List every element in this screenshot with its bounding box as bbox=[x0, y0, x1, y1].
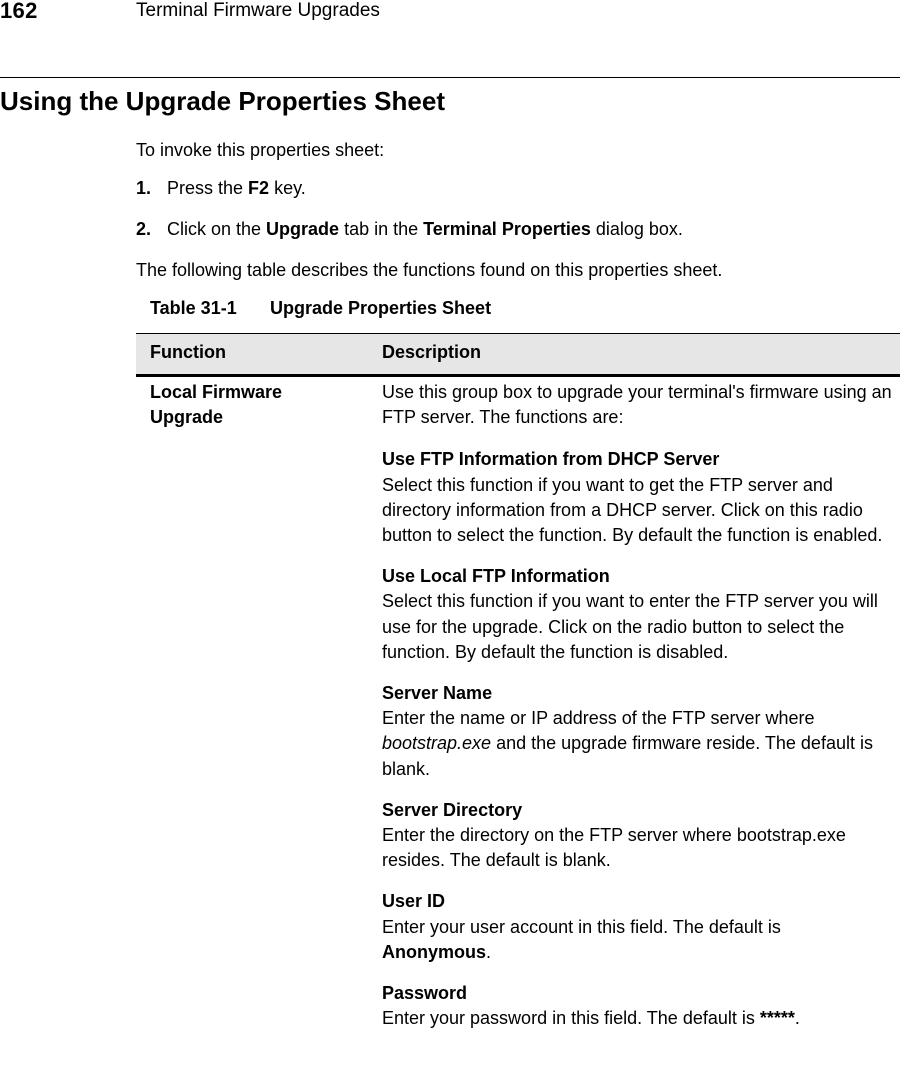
intro-text: To invoke this properties sheet: bbox=[136, 140, 385, 160]
running-title: Terminal Firmware Upgrades bbox=[136, 0, 380, 21]
header-rule bbox=[0, 77, 900, 78]
default-value: ***** bbox=[759, 1008, 795, 1029]
item-text: Enter the directory on the FTP server where bootstrap.exe resides. The default is blank. bbox=[382, 825, 846, 871]
dialog-name: Terminal Properties bbox=[423, 219, 591, 239]
description-item bbox=[382, 981, 892, 1031]
default-value: Anonymous bbox=[382, 941, 487, 962]
lead-in-text: The following table describes the functions found on this properties sheet. bbox=[136, 260, 723, 280]
step-text: Click on the bbox=[167, 219, 267, 239]
table-number: Table 31-1 bbox=[150, 298, 237, 318]
item-title: Server Directory bbox=[382, 799, 523, 820]
item-title: Use Local FTP Information bbox=[382, 566, 610, 587]
step-text: Press the bbox=[167, 178, 249, 198]
table-caption bbox=[150, 298, 491, 319]
key-name: F2 bbox=[248, 178, 270, 198]
step-number: 2. bbox=[136, 219, 152, 239]
tab-name: Upgrade bbox=[266, 219, 340, 239]
column-header-function: Function bbox=[150, 342, 226, 362]
page-header bbox=[0, 0, 900, 30]
item-text: . bbox=[486, 941, 492, 962]
item-text: and the upgrade firmware reside. The default is blank. bbox=[382, 733, 873, 779]
function-name-line: Upgrade bbox=[150, 407, 224, 427]
step-text: key. bbox=[269, 178, 306, 198]
item-text: Select this function if you want to get the FTP server and directory information from a DHCP server. Click on this radio button to select the function. By default the function is enabled. bbox=[382, 474, 883, 546]
function-cell bbox=[150, 380, 350, 430]
step-2 bbox=[136, 217, 683, 241]
description-cell bbox=[382, 380, 892, 1047]
item-title: User ID bbox=[382, 891, 446, 912]
description-intro: Use this group box to upgrade your terminal's firmware using an FTP server. The functions are: bbox=[382, 382, 892, 428]
page-number: 162 bbox=[0, 0, 38, 23]
step-text: tab in the bbox=[339, 219, 424, 239]
item-text: Enter your user account in this field. The default is bbox=[382, 916, 781, 937]
description-item bbox=[382, 681, 892, 782]
step-number: 1. bbox=[136, 178, 152, 198]
column-header-description: Description bbox=[382, 342, 482, 362]
step-1 bbox=[136, 176, 306, 200]
item-text: Enter the name or IP address of the FTP server where bbox=[382, 708, 815, 729]
item-text: Select this function if you want to enter the FTP server you will use for the upgrade. Click on the radio button to select the function. By default the function is disabled. bbox=[382, 591, 878, 662]
function-name-line: Local Firmware bbox=[150, 382, 283, 402]
item-title: Password bbox=[382, 983, 468, 1004]
description-item bbox=[382, 798, 892, 874]
item-title: Use FTP Information from DHCP Server bbox=[382, 449, 720, 470]
file-name: bootstrap.exe bbox=[382, 733, 492, 754]
description-item bbox=[382, 447, 892, 548]
table-header bbox=[136, 333, 900, 377]
description-item bbox=[382, 564, 892, 665]
step-text: dialog box. bbox=[590, 219, 683, 239]
section-title: Using the Upgrade Properties Sheet bbox=[0, 86, 445, 116]
description-item bbox=[382, 889, 892, 965]
table-title: Upgrade Properties Sheet bbox=[270, 298, 492, 318]
item-text: . bbox=[794, 1008, 800, 1029]
item-text: Enter your password in this field. The default is bbox=[382, 1008, 760, 1029]
item-title: Server Name bbox=[382, 683, 493, 704]
